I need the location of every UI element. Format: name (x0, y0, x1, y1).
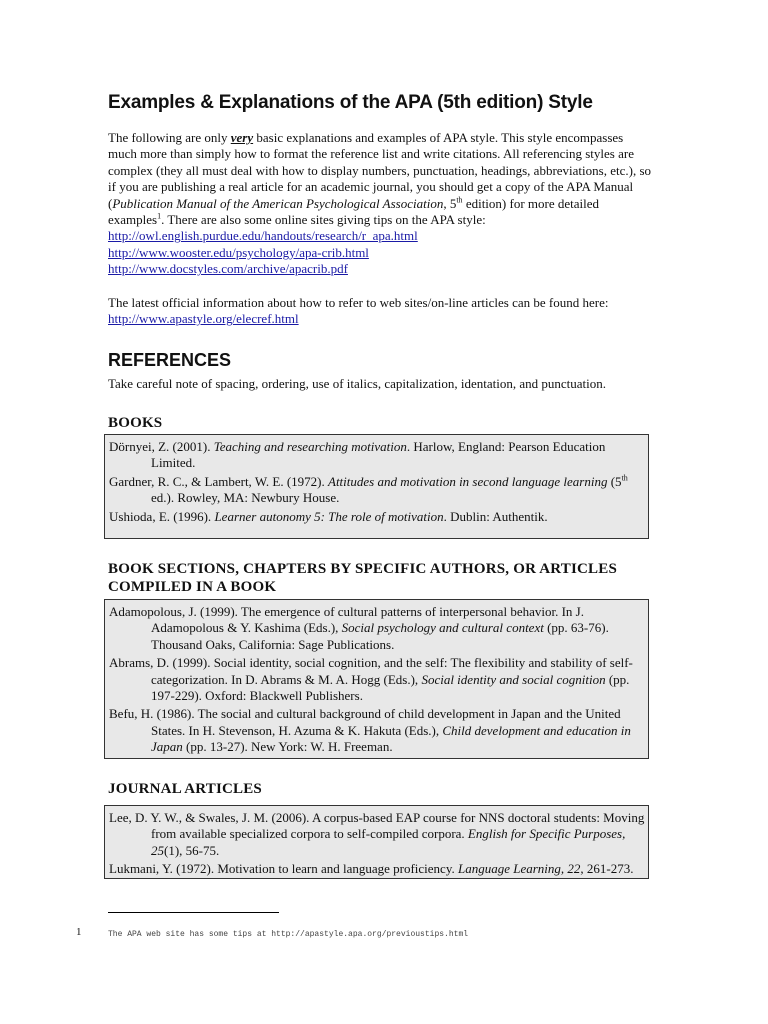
link-purdue[interactable]: http://owl.english.purdue.edu/handouts/research/r_apa.html (108, 228, 418, 244)
footnote-number: 1 (76, 926, 82, 938)
footnote-separator (108, 912, 279, 913)
journal-ref: Lee, D. Y. W., & Swales, J. M. (2006). A corpus-based EAP course for NNS doctoral students: Moving from available specialized corpora to self-compiled corpora. English for Specific Purposes, 25(1), 56-75. (109, 810, 645, 858)
section-ref: Adamopolous, J. (1999). The emergence of cultural patterns of interpersonal behavior. In J. Adamopolous & Y. Kashima (Eds.), Social psychology and cultural context (pp. 63-76). Thousand Oaks, California: Sage Publications. (109, 604, 609, 652)
book-ref: Dörnyei, Z. (2001). Teaching and researching motivation. Harlow, England: Pearson Education Limited. (109, 439, 606, 471)
references-heading: REFERENCES (108, 350, 232, 370)
link-docstyles[interactable]: http://www.docstyles.com/archive/apacrib.pdf (108, 261, 348, 277)
link-wooster[interactable]: http://www.wooster.edu/psychology/apa-crib.html (108, 244, 369, 260)
books-box (104, 434, 649, 539)
link-apastyle[interactable]: http://www.apastyle.org/elecref.html (108, 311, 299, 327)
book-ref: Ushioda, E. (1996). Learner autonomy 5: The role of motivation. Dublin: Authentik. (109, 508, 548, 524)
latest-info-paragraph: The latest official information about how to refer to web sites/on-line articles can be found here: http://www.apastyle.org/elecref.html (108, 295, 653, 328)
manual-title: Publication Manual of the American Psychological Association (112, 195, 444, 211)
intro-paragraph: The following are only very basic explanations and examples of APA style. This style encompasses much more than simply how to format the reference list and write citations. All referencing styles are complex (they all must deal with how to display numbers, punctuation, headings, abbreviations, etc.), so if you are publishing a real article for an academic journal, you should get a copy of the APA Manual (Publication Manual of the American Psychological Association, 5th edition) for more detailed examples$^1$. There are also some online sites giving tips on the APA style: http://owl.english.purdue.edu/handouts/research/r_apa.html http://www.wooster.edu/psychology/apa-crib.html http://www.docstyles.com/archive/apacrib.pdf (108, 130, 651, 277)
journal-articles-heading: JOURNAL ARTICLES (108, 781, 262, 797)
emphasis-very: very (230, 130, 254, 145)
footnote-ref[interactable]: 1 (157, 211, 162, 221)
book-sections-heading: BOOK SECTIONS, CHAPTERS BY SPECIFIC AUTHORS, OR ARTICLES COMPILED IN A BOOK (108, 561, 617, 595)
references-note: Take careful note of spacing, ordering, use of italics, capitalization, identation, and punctuation. (108, 376, 606, 391)
section-ref: Abrams, D. (1999). Social identity, social cognition, and the self: The flexibility and stability of self-categorization. In D. Abrams & M. A. Hogg (Eds.), Social identity and social cognition (pp. 197-229). Oxford: Blackwell Publishers. (109, 655, 633, 704)
page-title: Examples & Explanations of the APA (5th edition) Style (108, 92, 593, 113)
footnote-text: The APA web site has some tips at http://apastyle.apa.org/previoustips.html (108, 930, 469, 939)
book-sections-box (104, 599, 649, 759)
journal-ref: Lukmani, Y. (1972). Motivation to learn and language proficiency. Language Learning, 22, 261-273. (109, 861, 634, 877)
book-ref: Gardner, R. C., & Lambert, W. E. (1972). Attitudes and motivation in second language learning (5th ed.). Rowley, MA: Newbury House. (109, 473, 628, 506)
section-ref: Befu, H. (1986). The social and cultural background of child development in Japan and the United States. In H. Stevenson, H. Azuma & K. Hakuta (Eds.), Child development and education in Japan (pp. 13-27). New York: W. H. Freeman. (109, 706, 631, 755)
books-heading: BOOKS (108, 415, 163, 431)
journal-articles-box (104, 805, 649, 879)
